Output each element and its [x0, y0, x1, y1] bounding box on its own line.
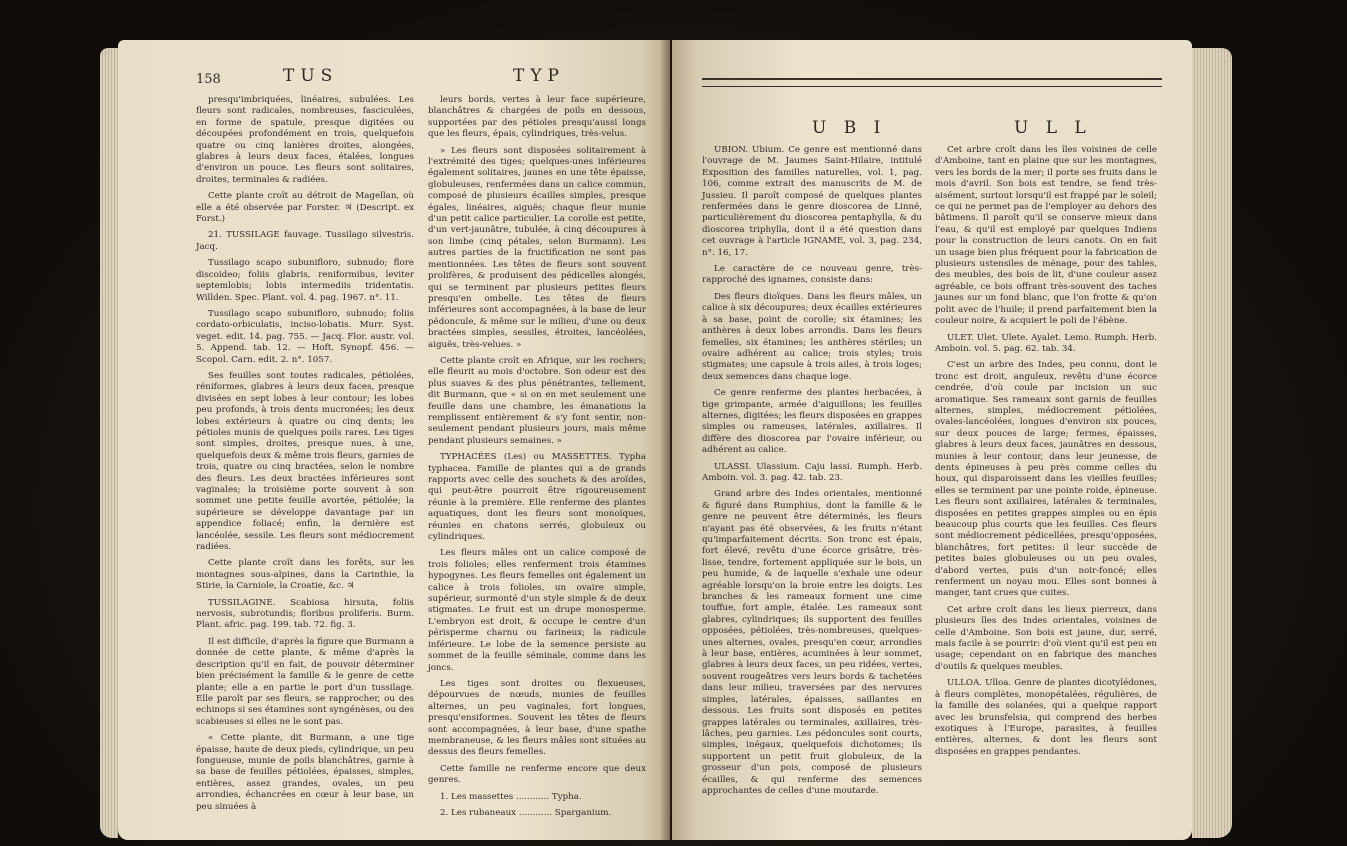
paragraph: Cette plante croît au détroit de Magellan, où elle a été observée par Forster. ♃ (Descript. ex Forst.) — [196, 191, 414, 225]
paragraph: Il est difficile, d'après la figure que Burmann a donnée de cette plante, & même d'après la description qu'il en fait, de pouvoir déterminer bien précisément la famille & le genre de cette plante; elle a en partie le port d'un tussilage. Elle paroît par ses fleurs, se rapprocher, ou des echinops si ses étamines sont syngénèses, ou des scabieuses si elles ne le sont pas. — [196, 636, 414, 727]
paragraph: Des fleurs dioïques. Dans les fleurs mâles, un calice à six découpures; deux écailles extérieures à sa base, point de corolle; six étamines; les anthères à deux lobes arrondis. Dans les fleurs femelles, six étamines; les anthères stériles; un ovaire adhérent au calice; trois styles; trois stigmates; une capsule à trois ailes, à trois loges; deux semences dans chaque loge. — [702, 291, 922, 382]
paragraph: Grand arbre des Indes orientales, mentionné & figuré dans Rumphius, dont la famille & le genre ne peuvent être déterminés, les fleurs n'ayant pas été observées, & les fruits n'étant qu'imparfaitement décrits. Son tronc est épais, fort élevé, revêtu d'une écorce grisâtre, très-lisse, tendre, fortement appliquée sur le bois, un peu humide, & de laquelle s'exhale une odeur agréable lorsqu'on la broie entre les doigts. Les branches & les rameaux forment une cime touffue, fort ample, étalée. Les rameaux sont glabres, cylindriques; ils supportent des feuilles opposées, pétiolées, très-nombreuses, quelques-unes alternes, ovales, presqu'en cœur, arrondies à leur base, entières, acuminées à leur sommet, glabres à leurs deux faces, un peu ridées, vertes, souvent rougeâtres vers leurs bords & tachetées dans leur milieu, traversées par des nervures simples, latérales, épaisses, saillantes en dessous. Les fruits sont disposés en petites grappes latérales ou terminales, axillaires, très-lâches, peu garnies. Les pédoncules sont courts, simples, inégaux, quelquefois dichotomes; ils supportent un petit fruit globuleux, de la grosseur d'un pois, composé de plusieurs écailles, & qui renferme des semences approchantes de celles d'une moutarde. — [702, 489, 922, 796]
paragraph: presqu'imbriquées, linéaires, subulées. Les fleurs sont radicales, nombreuses, fasciculées, en forme de spatule, presque digitées ou découpées profondément en trois, quelquefois quatre ou cinq lanières droites, alongées, glabres à leurs deux faces, étalées, longues d'environ un pouce. Les fleurs sont solitaires, droites, terminales & radiées. — [196, 95, 414, 185]
paragraph: Tussilago scapo subunifloro, subnudo; foliis cordato-orbiculatis, inciso-lobatis. Murr. Syst. veget. edit. 14. pag. 755. — Jacq. Flor. austr. vol. 5. Append. tab. 12. — Hoft. Synopf. 456. — Scopol. Carn. edit. 2. n°. 1057. — [196, 308, 414, 365]
running-head-right: TYP — [513, 66, 565, 86]
left-column-1 — [196, 95, 414, 818]
running-head-left: TUS — [283, 66, 339, 86]
paragraph: ULLOA. Ulloa. Genre de plantes dicotylédones, à fleurs complètes, monopétalées, régulières, de la famille des solanées, qui a quelque rapport avec les brunsfelsia, qui comprend des herbes exotiques à l'Europe, parasites, à feuilles entières, alternes, & dont les fleurs sont disposées en grappes pendantes. — [935, 678, 1157, 757]
paragraph: ULASSI. Ulassium. Caju lassi. Rumph. Herb. Amboin. vol. 3. pag. 42. tab. 23. — [702, 461, 922, 483]
paragraph: Cette plante croît dans les forêts, sur les montagnes sous-alpines, dans la Carinthie, la Stirie, la Carniole, la Croatie, &c. ♃ — [196, 558, 414, 592]
paragraph: « Cette plante, dit Burmann, a une tige épaisse, haute de deux pieds, cylindrique, un peu fongueuse, munie de poils blanchâtres, garnie à sa base de feuilles pétiolées, épaisses, simples, entières, assez grandes, ovales, un peu arrondies, échancrées en cœur à leur base, un peu sinuées à — [196, 733, 414, 812]
left-page-edges — [100, 48, 118, 838]
paragraph: Les tiges sont droites ou flexueuses, dépourvues de nœuds, munies de feuilles alternes, un peu vaginales, fort longues, presqu'ensiformes. Souvent les têtes de fleurs sont accompagnées, à leur base, d'une spathe membraneuse, & les fleurs mâles sont situées au dessus des fleurs femelles. — [428, 678, 646, 758]
paragraph: Ses feuilles sont toutes radicales, pétiolées, réniformes, glabres à leurs deux faces, presque divisées en sept lobes à leur contour; les lobes peu profonds, à trois dents mucronées; les deux lobes extérieurs à quatre ou cinq dents; les pétioles munis de quelques poils rares. Les tiges sont simples, droites, presque nues, à une, quelquefois deux & même trois fleurs, garnies de trois, quatre ou cinq bractées, selon le nombre des fleurs. Les deux bractées inférieures sont vaginales; la troisième porte souvent à son sommet une petite feuille avortée, pétiolée; la supérieure se développe davantage par un appendice foliacé; enfin, la dernière est lancéolée, sessile. Les fleurs sont médiocrement radiées. — [196, 370, 414, 553]
paragraph: TYPHACÉES (Les) ou MASSETTES. Typha typhacea. Famille de plantes qui a de grands rapports avec celle des souchets & des aroïdes, qui peut-être pourroit être rigoureusement réunie à la première. Elle renferme des plantes aquatiques, dont les fleurs sont monoïques, réunies en chatons serrés, globuleux ou cylindriques. — [428, 452, 646, 543]
paragraph: ULET. Ulet. Ulete. Ayalet. Lemo. Rumph. Herb. Amboin. vol. 5. pag. 62. tab. 34. — [935, 332, 1157, 354]
left-page — [118, 40, 670, 840]
page-number: 158 — [196, 72, 221, 87]
paragraph: Les fleurs mâles ont un calice composé de trois folioles; elles renferment trois étamines hypogynes. Les fleurs femelles ont également un calice à trois folioles, un ovaire simple, supérieur, surmonté d'un style simple & de deux stigmates. Le fruit est un drupe monosperme. L'embryon est droit, & occupe le centre d'un périsperme charnu ou farineux; la radicule inférieure. Le lobe de la semence persiste au sommet de la feuille séminale, comme dans les joncs. — [428, 548, 646, 673]
paragraph: Ce genre renferme des plantes herbacées, à tige grimpante, armée d'aiguillons; les feuilles alternes, digitées; les fleurs disposées en grappes simples ou rameuses, latérales, axillaires. Il diffère des dioscorea par l'ovaire inférieur, ou adhérent au calice. — [702, 388, 922, 456]
paragraph: Cet arbre croît dans les îles voisines de celle d'Amboine, tant en plaine que sur les montagnes, vers les bords de la mer; il porte ses fruits dans le mois d'avril. Son bois est tendre, se fend très-aisément, surtout lorsqu'il est frappé par le soleil; ce qui ne permet pas de l'employer au dehors des bâtimens. Il paroît qu'il se conserve mieux dans l'eau, & qu'il est employé par quelques Indiens pour la construction de leurs canots. On en fait un usage bien plus fréquent pour la fabrication de plusieurs ustensiles de ménage, pour des tables, des meubles, des bois de lit, d'une couleur assez agréable, ce bois offrant très-souvent des taches jaunes sur un fond blanc, que l'on frotte & qu'on polit avec de l'huile; il prend parfaitement bien la couleur noire, & acquiert le poli de l'ébène. — [935, 145, 1157, 327]
header-rule — [702, 78, 1162, 87]
paragraph: Le caractère de ce nouveau genre, très-rapproché des ignames, consiste dans: — [702, 264, 922, 286]
paragraph: Tussilago scapo subunifloro, subnudo; flore discoideo; foliis glabris, reniformibus, leviter septemlobis; lobis intermediis tridentatis. Willden. Spec. Plant. vol. 4. pag. 1967. n°. 11. — [196, 258, 414, 303]
paragraph: 2. Les rubaneaux ............ Sparganium. — [440, 807, 612, 818]
right-page — [672, 40, 1192, 840]
right-column-1 — [702, 145, 922, 802]
paragraph: Cet arbre croît dans les lieux pierreux, dans plusieurs îles des Indes orientales, voisines de celle d'Amboine. Son bois est jaune, dur, serré, mais facile à se pourrir: d'où vient qu'il est peu en usage; cependant on en fabrique des manches d'outils & quelques meubles. — [935, 604, 1157, 672]
paragraph: Cette famille ne renferme encore que deux genres. — [428, 763, 646, 786]
right-column-2 — [935, 145, 1157, 763]
paragraph: 1. Les massettes ............ Typha. — [440, 791, 582, 802]
paragraph: TUSSILAGINE. Scabiosa hirsuta, foliis nervosis, subrotundis; floribus proliferis. Burm. Plant. afric. pag. 199. tab. 72. fig. 3. — [196, 597, 414, 631]
paragraph: C'est un arbre des Indes, peu connu, dont le tronc est droit, anguleux, revêtu d'une écorce cendrée, d'où coule par incision un suc aromatique. Ses rameaux sont garnis de feuilles alternes, simples, médiocrement pétiolées, ovales-lancéolées, longues d'environ six pouces, sur deux pouces de large; fermes, épaisses, glabres à leurs deux faces, jaunâtres en dessous, munies à leur contour, dans leur jeunesse, de dents épineuses à peu près comme celles du houx, qui disparoissent dans les vieilles feuilles; elles se terminent par une pointe roide, épineuse. Les fleurs sont axillaires, latérales & terminales, disposées en petites grappes simples ou en épis beaucoup plus courts que les feuilles. Ces fleurs sont médiocrement pédicellées, presqu'opposées, blanchâtres, fort petites: il leur succède de petites baies globuleuses ou un peu ovales, d'abord vertes, puis d'un noir-foncé; elles renferment un noyau mou. Elles sont bonnes à manger, tant crues que cuites. — [935, 360, 1157, 599]
paragraph: leurs bords, vertes à leur face supérieure, blanchâtres & chargées de poils en dessous, supportées par des pétioles presqu'aussi longs que les fleurs, épais, cylindriques, très-velus. — [428, 95, 646, 140]
paragraph: Cette plante croît en Afrique, sur les rochers; elle fleurit au mois d'octobre. Son odeur est des plus suaves & des plus pénétrantes, tellement, dit Burmann, que « si on en met seulement une feuille dans une chambre, les émanations la remplissent entièrement & s'y font sentir, non-seulement pendant plusieurs jours, mais même pendant plusieurs semaines. » — [428, 355, 646, 446]
running-head-right: U L L — [1014, 118, 1092, 138]
paragraph: » Les fleurs sont disposées solitairement à l'extrémité des tiges; quelques-unes inférieures également solitaires, jaunes en une tête épaisse, globuleuses, renfermées dans un calice commun, composé de plusieurs écailles simples, presque égales, linéaires, aiguës; chaque fleur munie d'un petit calice particulier. La corolle est petite, d'un vert-jaunâtre, tubulée, à cinq découpures à son limbe (cinq pétales, selon Burmann). Les autres parties de la fructification ne sont pas mentionnées. Les têtes de fleurs sont souvent prolifères, & produisent des pédicelles alongés, qui se terminent par plusieurs petites fleurs presqu'en ombelle. Les têtes de fleurs inférieures sont accompagnées, à la base de leur pédoncule, & même sur le milieu, d'une ou deux bractées simples, sessiles, étroites, lancéolées, aiguës, très-velues. » — [428, 145, 646, 350]
paragraph: UBION. Ubium. Ce genre est mentionné dans l'ouvrage de M. Jaumes Saint-Hilaire, intitulé Exposition des familles naturelles, vol. 1, pag. 106, comme extrait des manuscrits de M. de Jussieu. Il paroît composé de quelques plantes renfermées dans le genre dioscorea de Linné, particulièrement du dioscorea pentaphylla, & du dioscorea triphylla, dont il a été question dans cet ouvrage à l'article IGNAME, vol. 3, pag. 234, n°. 16, 17. — [702, 145, 922, 258]
paragraph: 21. TUSSILAGE fauvage. Tussilago silvestris. Jacq. — [196, 230, 414, 252]
right-page-edges — [1192, 48, 1232, 838]
left-column-2 — [428, 95, 646, 824]
running-head-left: U B I — [812, 118, 887, 138]
